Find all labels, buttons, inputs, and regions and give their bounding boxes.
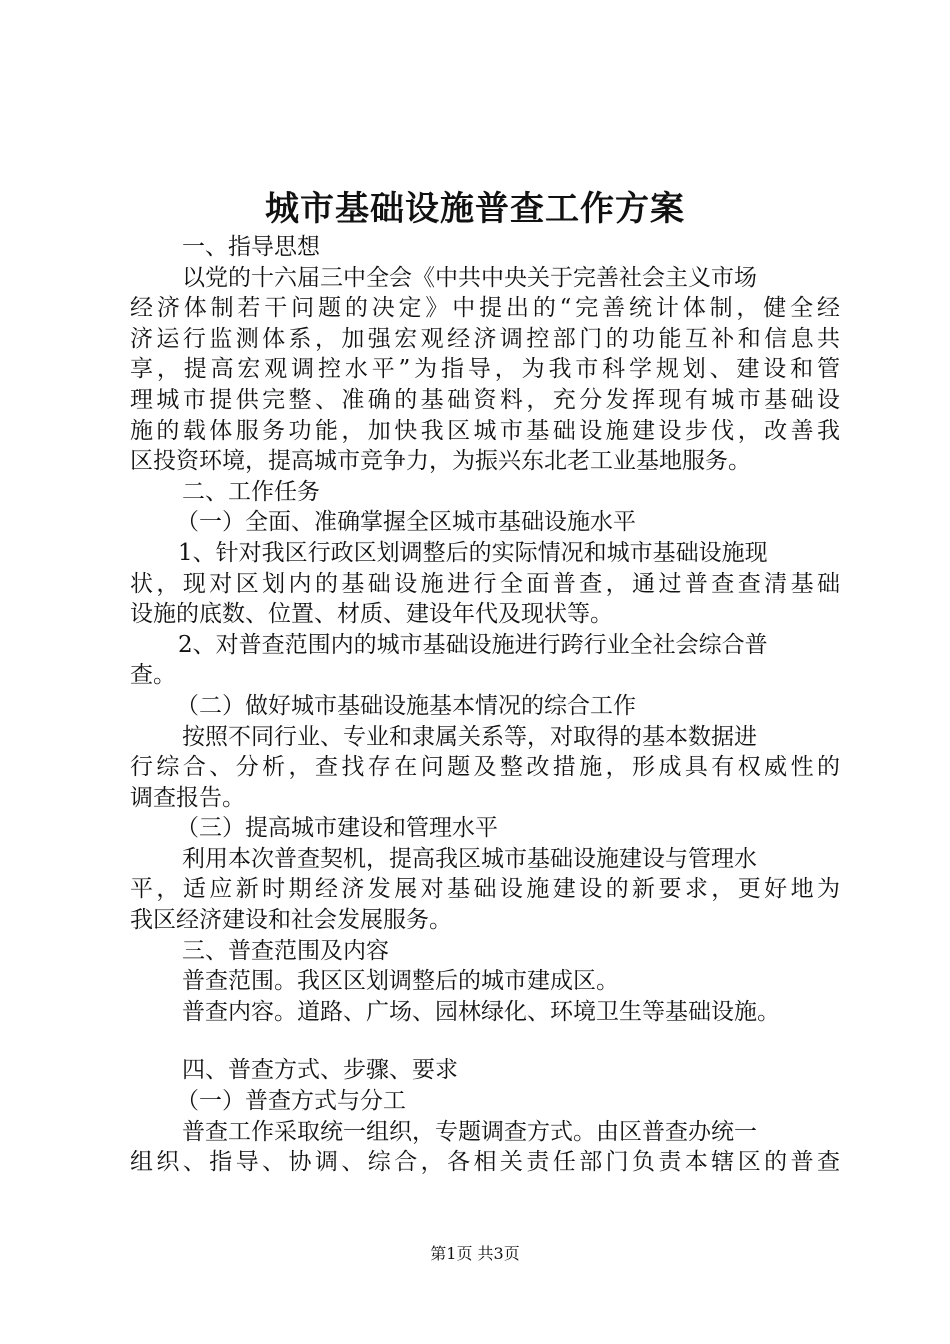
paragraph-line: 普查范围。我区区划调整后的城市建成区。 [182, 968, 619, 995]
paragraph-line: 经济体制若干问题的决定》中提出的“完善统计体制，健全经 [130, 295, 840, 322]
paragraph-line: 我区经济建设和社会发展服务。 [130, 907, 452, 934]
paragraph-line: 1、针对我区行政区划调整后的实际情况和城市基础设施现 [178, 539, 768, 566]
paragraph-line: 状，现对区划内的基础设施进行全面普查，通过普查查清基础 [130, 570, 840, 597]
page-footer: 第1页 共3页 [430, 1244, 520, 1263]
paragraph-spacer [130, 1027, 840, 1055]
paragraph-line: 享，提高宏观调控水平”为指导，为我市科学规划、建设和管 [130, 356, 840, 383]
paragraph-line: 施的载体服务功能，加快我区城市基础设施建设步伐，改善我 [130, 417, 840, 444]
paragraph-line: 普查工作采取统一组织，专题调查方式。由区普查办统一 [182, 1118, 757, 1145]
paragraph-line: 以党的十六届三中全会《中共中央关于完善社会主义市场 [182, 264, 757, 291]
paragraph-line: 设施的底数、位置、材质、建设年代及现状等。 [130, 601, 613, 628]
paragraph-line: 按照不同行业、专业和隶属关系等，对取得的基本数据进 [182, 723, 757, 750]
section-heading: 二、工作任务 [182, 478, 320, 505]
subsection-heading: （二）做好城市基础设施基本情况的综合工作 [176, 692, 636, 719]
paragraph-line: 调查报告。 [130, 784, 245, 811]
paragraph-line: 2、对普查范围内的城市基础设施进行跨行业全社会综合普 [178, 631, 768, 658]
paragraph-line: 区投资环境，提高城市竞争力，为振兴东北老工业基地服务。 [130, 448, 751, 475]
paragraph-line: 普查内容。道路、广场、园林绿化、环境卫生等基础设施。 [182, 998, 780, 1025]
paragraph-line: 理城市提供完整、准确的基础资料，充分发挥现有城市基础设 [130, 386, 840, 413]
paragraph-line: 平，适应新时期经济发展对基础设施建设的新要求，更好地为 [130, 876, 840, 903]
subsection-heading: （一）全面、准确掌握全区城市基础设施水平 [176, 509, 636, 536]
subsection-heading: （一）普查方式与分工 [176, 1088, 406, 1115]
document-body [130, 232, 840, 1178]
subsection-heading: （三）提高城市建设和管理水平 [176, 815, 498, 842]
section-heading: 四、普查方式、步骤、要求 [182, 1057, 458, 1084]
paragraph-line: 行综合、分析，查找存在问题及整改措施，形成具有权威性的 [130, 754, 840, 781]
paragraph-line: 组织、指导、协调、综合，各相关责任部门负责本辖区的普查 [130, 1149, 840, 1176]
paragraph-line: 查。 [130, 662, 176, 689]
document-title: 城市基础设施普查工作方案 [265, 189, 685, 229]
paragraph-line: 利用本次普查契机，提高我区城市基础设施建设与管理水 [182, 845, 757, 872]
section-heading: 一、指导思想 [182, 234, 320, 260]
paragraph-line: 济运行监测体系，加强宏观经济调控部门的功能互补和信息共 [130, 325, 840, 352]
section-heading: 三、普查范围及内容 [182, 937, 389, 964]
